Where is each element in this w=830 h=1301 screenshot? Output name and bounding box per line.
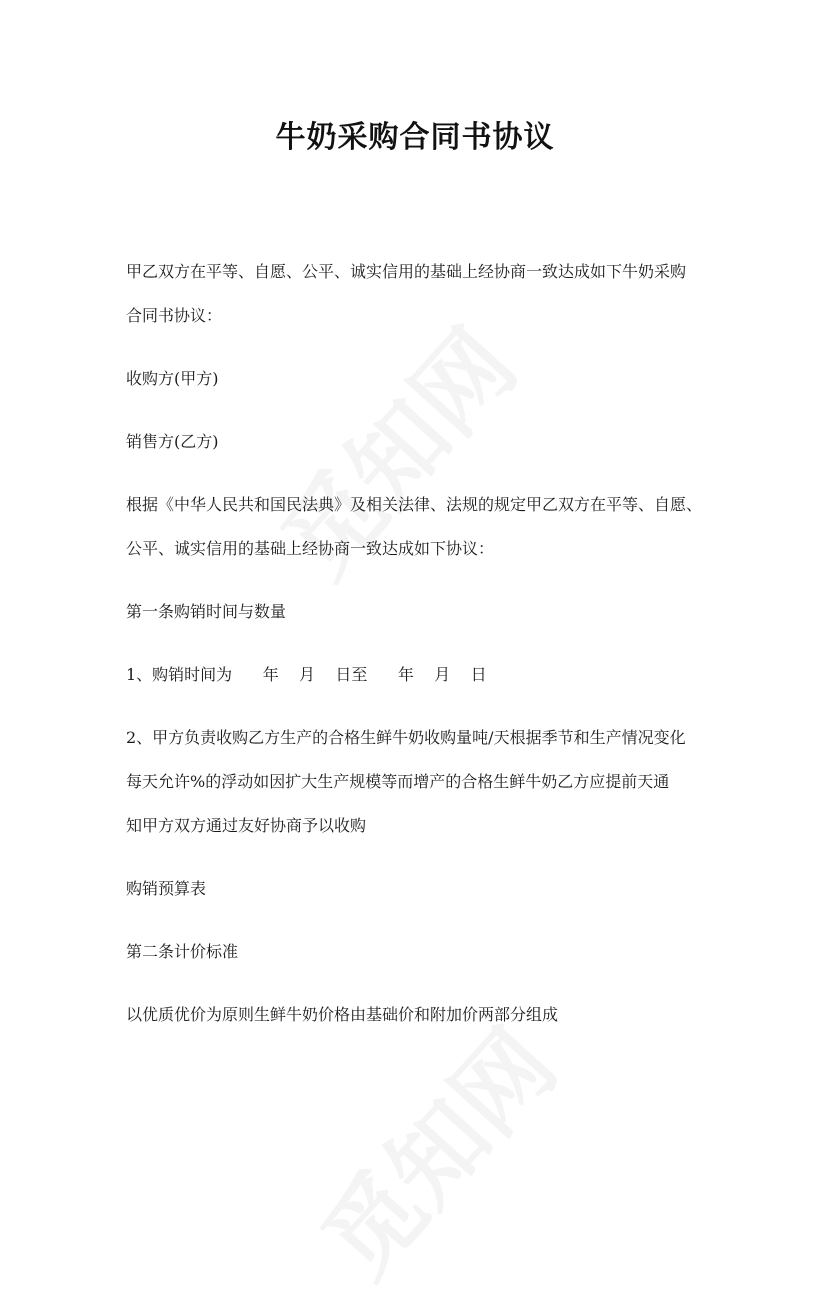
paragraph-intro-line-1: 甲乙双方在平等、自愿、公平、诚实信用的基础上经协商一致达成如下牛奶采购: [126, 262, 687, 281]
clause-2-line-3: 知甲方双方通过友好协商予以收购: [126, 816, 367, 835]
clause-2-line-2: 每天允许%的浮动如因扩大生产规模等而增产的合格生鲜牛奶乙方应提前天通: [126, 772, 670, 791]
document-title: 牛奶采购合同书协议: [275, 120, 555, 155]
buyer-party-line: 收购方(甲方): [126, 369, 219, 388]
clause-1-purchase-period: 1、购销时间为 年 月 日至 年 月 日: [126, 665, 487, 684]
seller-party-line: 销售方(乙方): [126, 432, 219, 451]
paragraph-intro-line-2: 合同书协议：: [126, 306, 223, 325]
watermark: [287, 996, 582, 1301]
paragraph-basis-line-2: 公平、诚实信用的基础上经协商一致达成如下协议：: [126, 539, 495, 558]
budget-table-heading: 购销预算表: [126, 879, 207, 898]
article-1-heading: 第一条购销时间与数量: [126, 602, 287, 621]
clause-2-line-1: 2、甲方负责收购乙方生产的合格生鲜牛奶收购量吨/天根据季节和生产情况变化: [126, 728, 686, 747]
pricing-principle-line: 以优质优价为原则生鲜牛奶价格由基础价和附加价两部分组成: [126, 1005, 559, 1024]
article-2-heading: 第二条计价标准: [126, 942, 239, 961]
paragraph-basis-line-1: 根据《中华人民共和国民法典》及相关法律、法规的规定甲乙双方在平等、自愿、: [126, 495, 703, 514]
